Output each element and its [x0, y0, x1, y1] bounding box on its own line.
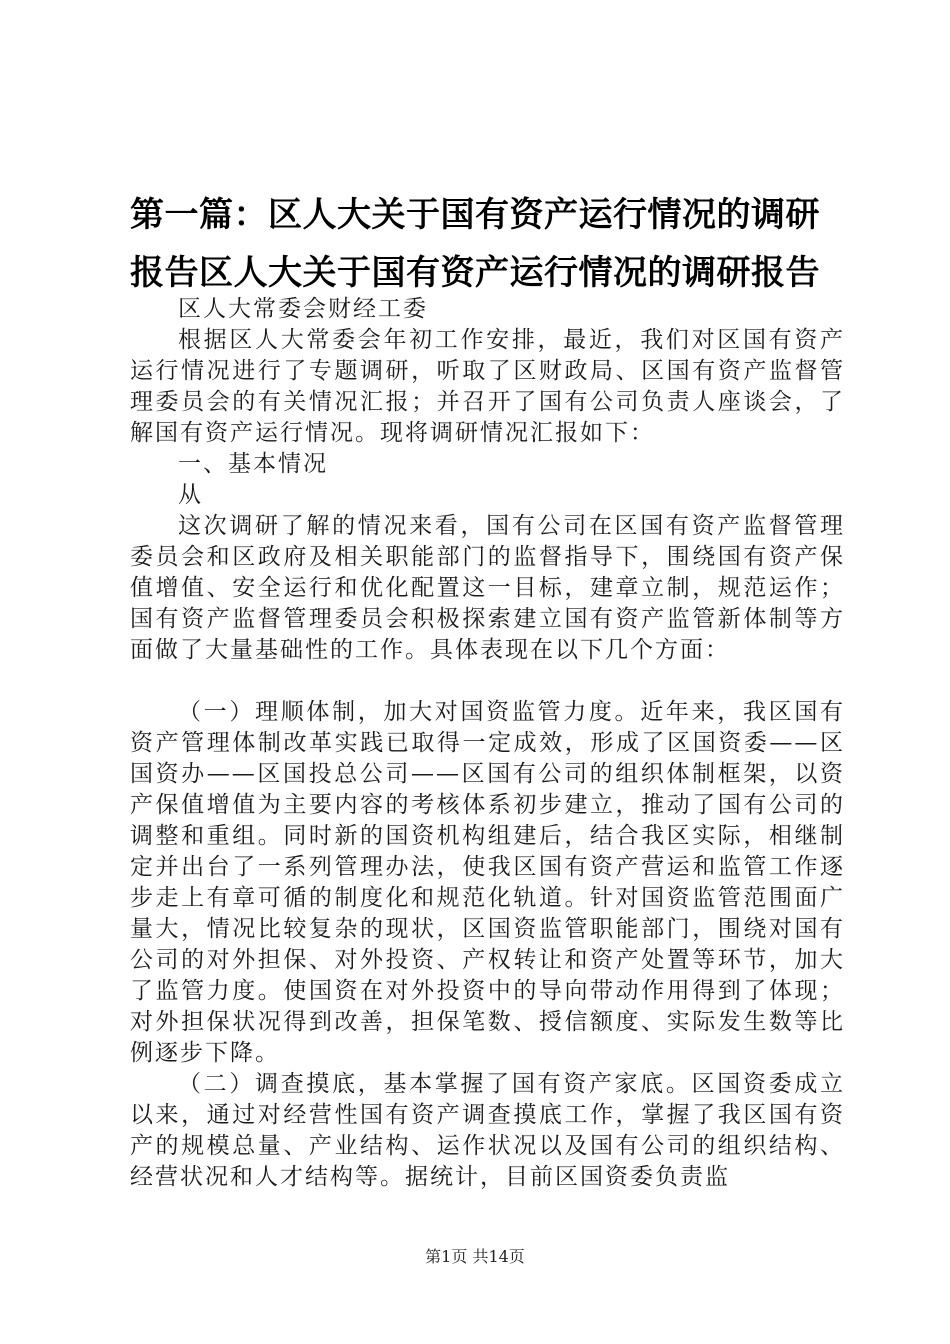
paragraph-intro: 根据区人大常委会年初工作安排，最近，我们对区国有资产运行情况进行了专题调研，听取了区财政局、区国有资产监督管理委员会的有关情况汇报；并召开了国有公司负责人座谈会，了解国有资产运行情况。现将调研情况汇报如下：: [130, 327, 845, 446]
paragraph-point-1: （一）理顺体制，加大对国资监管力度。近年来，我区国有资产管理体制改革实践已取得一定成效，形成了区国资委——区国资办——区国投总公司——区国有公司的组织体制框架，以资产保值增值为主要内容的考核体系初步建立，推动了国有公司的调整和重组。同时新的国资机构组建后，结合我区实际，相继制定并出台了一系列管理办法，使我区国有资产营运和监管工作逐步走上有章可循的制度化和规范化轨道。针对国资监管范围面广量大，情况比较复杂的现状，区国资监管职能部门，围绕对国有公司的对外担保、对外投资、产权转让和资产处置等环节，加大了监管力度。使国资在对外投资中的导向带动作用得到了体现；对外担保状况得到改善，担保笔数、授信额度、实际发生数等比例逐步下降。: [130, 699, 845, 1066]
section-heading-basic: 一、基本情况: [178, 451, 328, 477]
page-footer: 第1页 共14页: [425, 1247, 525, 1266]
paragraph-author: 区人大常委会财经工委: [178, 296, 428, 322]
paragraph-fragment: 从: [178, 482, 203, 508]
paragraph-point-2: （二）调查摸底，基本掌握了国有资产家底。区国资委成立以来，通过对经营性国有资产调查摸底工作，掌握了我区国有资产的规模总量、产业结构、运作状况以及国有公司的组织结构、经营状况和人才结构等。据统计，目前区国资委负责监: [130, 1071, 845, 1190]
paragraph-overview: 这次调研了解的情况来看，国有公司在区国有资产监督管理委员会和区政府及相关职能部门的监督指导下，围绕国有资产保值增值、安全运行和优化配置这一目标，建章立制，规范运作；国有资产监督管理委员会积极探索建立国有资产监管新体制等方面做了大量基础性的工作。具体表现在以下几个方面：: [130, 513, 845, 663]
document-body: [130, 294, 845, 1193]
document-title: 第一篇：区人大关于国有资产运行情况的调研报告区人大关于国有资产运行情况的调研报告: [130, 195, 820, 293]
